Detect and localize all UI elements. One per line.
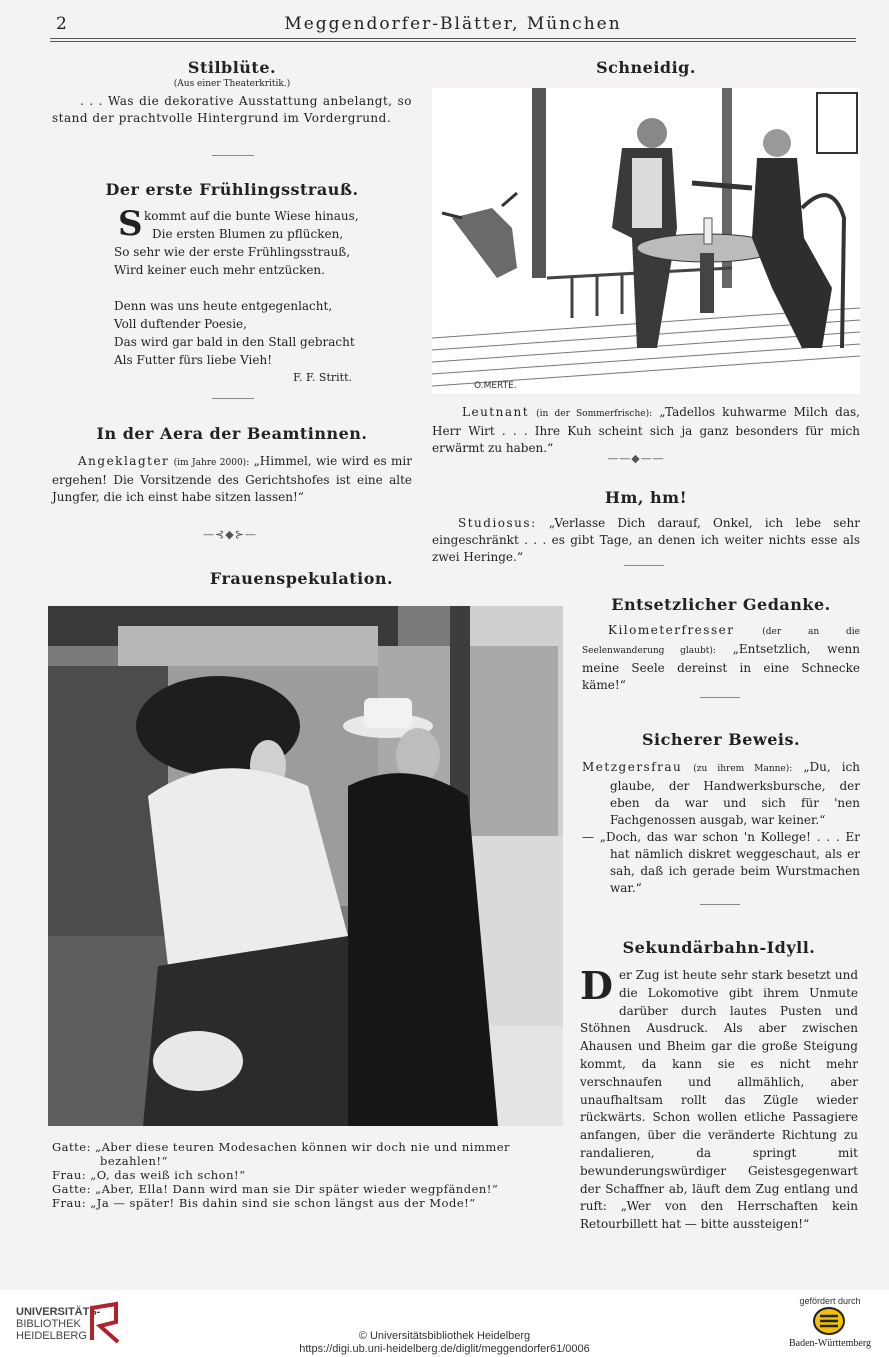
poem [52, 204, 412, 369]
article-schneidig [432, 58, 860, 77]
sekundaer-body: er Zug ist heute sehr stark besetzt und die Lokomotive gibt ihrem Unmute darüber durch lautes Pusten und Stöhnen Ausdruck. Als aber zwischen Ahausen und Bheim gar die große Steigung kommt, da kann sie es nicht mehr verschnaufen und allmählich, aber unaufhaltsam rollt das Zügle wieder rückwärts. Schon wollen etliche Passagiere anfangen, über die veränderte Richtung zu randalieren, da springt mit bewunderungswürdiger Geistesgegenwart der Schaffner ab, läuft dem Zug entlang und ruft: „Wer von den Herrschaften kein Retourbillett hat — bitte aussteigen!“ [580, 968, 858, 1232]
stilbluete-title: Stilblüte. [187, 58, 277, 77]
article-sekundaerbahn [580, 938, 858, 1234]
cafe-scene-image [432, 88, 860, 394]
aera-note: (im Jahre 2000): [173, 458, 250, 468]
poem-line-6: Denn was uns heute entgegenlacht, [114, 299, 333, 313]
schneidig-note: (in der Sommerfrische): [536, 409, 653, 419]
beweis-speaker: Metzgersfrau [582, 760, 683, 774]
schneidig-text-block [432, 404, 860, 457]
article-frauenspekulation-title [48, 569, 563, 588]
separator [212, 155, 254, 156]
separator [700, 904, 740, 905]
page-header [50, 12, 856, 39]
copyright-notice: © Universitätsbibliothek Heidelberg [358, 1330, 531, 1342]
schneidig-text [432, 404, 860, 457]
entsetzlich-quote: „Entsetzlich, wenn meine Seele dereinst in eine Schnecke käme!“ [582, 642, 861, 692]
separator [700, 697, 740, 698]
article-hm [432, 488, 860, 566]
caption-line-2: Frau: „O, das weiß ich schon!“ [52, 1168, 246, 1182]
ornament-icon: ——◆—— [607, 452, 665, 465]
entsetzlich-speaker: Kilometerfresser [608, 623, 735, 637]
entsetzlich-title: Entsetzlicher Gedanke. [611, 595, 831, 614]
poem-line-3: So sehr wie der erste Frühlingsstrauß, [114, 245, 351, 259]
beweis-note: (zu ihrem Manne): [693, 764, 793, 774]
frauenspekulation-illustration [48, 606, 563, 1126]
article-beweis [582, 730, 860, 897]
article-stilbluete [52, 58, 412, 127]
poem-dropcap: S [118, 204, 143, 244]
sekundaer-text [580, 963, 858, 1234]
poem-line-1: kommt auf die bunte Wiese hinaus, [144, 209, 359, 223]
running-title: Meggendorfer-Blätter, München [284, 14, 622, 34]
ornament-icon: —⊰◆⊱— [203, 528, 257, 541]
library-line-1: UNIVERSITÄTS- [16, 1306, 101, 1318]
schneidig-quote: „Tadellos kuhwarme Milch das, Herr Wirt . . . Ihre Kuh scheint sich ja ganz besonders für mich erwärmt zu haben.“ [432, 405, 860, 455]
poem-line-9: Als Futter fürs liebe Vieh! [114, 353, 273, 367]
schneidig-speaker: Leutnant [462, 405, 530, 419]
sekundaer-dropcap: D [580, 963, 613, 1008]
hm-quote: „Verlasse Dich darauf, Onkel, ich lebe sehr eingeschränkt . . . es gibt Tage, an denen ich weiter nichts esse als zwei Heringe.“ [432, 516, 860, 564]
separator [624, 565, 664, 566]
artist-signature: O.MERTE. [474, 381, 517, 391]
sekundaer-title: Sekundärbahn-Idyll. [622, 938, 816, 957]
article-aera [52, 424, 412, 506]
page-number: 2 [56, 14, 67, 34]
hm-title: Hm, hm! [604, 488, 688, 507]
beweis-title: Sicherer Beweis. [641, 730, 801, 749]
beweis-quote-1: „Du, ich glaube, der Handwerksbursche, der eben da war und sich für 'nen Fachgenossen ausgab, war keiner.“ [610, 760, 860, 827]
caption-line-4: Frau: „Ja — später! Bis dahin sind sie schon längst aus der Mode!“ [52, 1196, 476, 1210]
frauenspekulation-title: Frauenspekulation. [209, 569, 394, 588]
schneidig-illustration [432, 88, 860, 394]
poem-author: F. F. Stritt. [293, 371, 352, 384]
aera-quote: „Himmel, wie wird es mir ergehen! Die Vorsitzende des Gerichtshofes ist eine alte Jungfer, die ich einst habe sitzen lassen!“ [52, 454, 412, 504]
stilbluete-text: . . . Was die dekorative Ausstattung anbelangt, so stand der prachtvolle Hintergrund im Vordergrund. [52, 94, 412, 125]
frauenspekulation-caption [52, 1140, 562, 1210]
poem-line-7: Voll duftender Poesie, [114, 317, 247, 331]
aera-speaker: Angeklagter [78, 454, 170, 468]
entsetzlich-note: (der an die Seelenwanderung glaubt): [582, 627, 860, 656]
hm-speaker: Studiosus: [458, 516, 537, 530]
library-line-2: BIBLIOTHEK [16, 1318, 81, 1330]
caption-line-1: Gatte: „Aber diese teuren Modesachen können wir doch nie und nimmer bezahlen!“ [52, 1140, 511, 1168]
schneidig-title: Schneidig. [596, 58, 696, 77]
aera-title: In der Aera der Beamtinnen. [96, 424, 368, 443]
aera-text [52, 453, 412, 506]
viewer-footer [0, 1290, 889, 1357]
beweis-text-2: — „Doch, das war schon 'n Kollege! . . . Er hat nämlich diskret weggeschaut, als er sah, daß ich gerade beim Wurstmachen war.“ [582, 830, 860, 895]
poem-line-8: Das wird gar bald in den Stall gebracht [114, 335, 355, 349]
entsetzlich-text [582, 622, 860, 694]
poem-line-4: Wird keiner euch mehr entzücken. [114, 263, 325, 277]
beweis-text-1 [582, 759, 860, 829]
article-entsetzlich [582, 595, 860, 694]
street-scene-image [48, 606, 563, 1126]
funded-by-label: gefördert durch [799, 1296, 861, 1306]
source-url-link[interactable]: https://digi.ub.uni-heidelberg.de/diglit/meggendorfer61/0006 [299, 1343, 590, 1355]
caption-line-3: Gatte: „Aber, Ella! Dann wird man sie Dir später wieder wegpfänden!“ [52, 1182, 499, 1196]
library-line-3: HEIDELBERG [16, 1330, 87, 1342]
poem-line-5 [114, 279, 412, 297]
funder-name: Baden-Württemberg [788, 1338, 871, 1349]
fruehling-title: Der erste Frühlingsstrauß. [105, 180, 359, 199]
hm-text [432, 515, 860, 566]
separator [212, 398, 254, 399]
poem-line-2: Die ersten Blumen zu pflücken, [152, 227, 344, 241]
stilbluete-source: (Aus einer Theaterkritik.) [173, 79, 291, 89]
article-fruehlingsstrauss [52, 180, 412, 384]
state-crest-icon [812, 1306, 846, 1336]
